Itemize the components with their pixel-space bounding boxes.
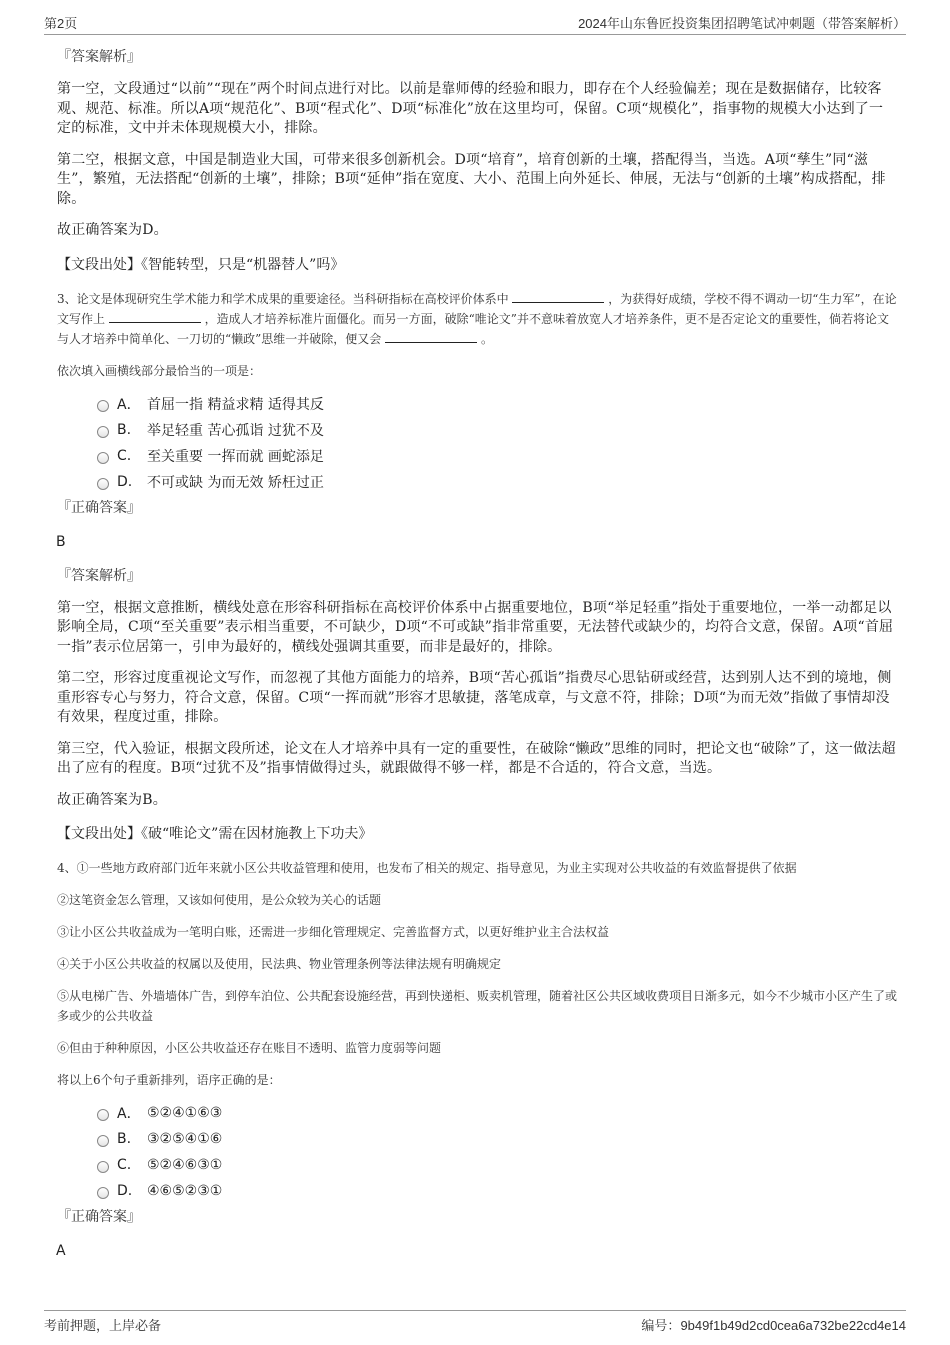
radio-button[interactable]: [97, 1109, 109, 1121]
radio-button[interactable]: [97, 1187, 109, 1199]
radio-button[interactable]: [97, 1135, 109, 1147]
footer-slogan: 考前押题，上岸必备: [44, 1318, 162, 1333]
analysis-label: 『答案解析』: [57, 49, 141, 65]
stem-text: 3、论文是体现研究生学术能力和学术成果的重要途径。当科研指标在高校评价体系中: [57, 291, 509, 306]
radio-button[interactable]: [97, 426, 109, 438]
stem-text: ，造成人才培养标准片面僵化。而另一方面，破除“唯论文”并不意味着放宽人才培养条件，更不是否定论文的重要性，倘若将论文与人才培养中简单化、一刀切的“懒政”思维一并破除，便又会: [57, 311, 889, 346]
option-text: 不可或缺 为而无效 矫枉过正: [147, 474, 324, 491]
page-content: [57, 44, 897, 1274]
option-letter: A．: [117, 396, 141, 413]
option-letter: D.: [117, 473, 133, 490]
stem-text: ，为获得好成绩，学校不得不调动一切“生力军”，在论文写作上: [57, 291, 897, 326]
analysis-paragraph: 第一空，文段通过“以前”“现在”两个时间点进行对比。以前是靠师傅的经验和眼力，即存在个人经验偏差；现在是数据储存，比较客观、规范、标准。所以A项“规范化”、B项“程式化”、D项“标准化”放在这里均可，保留。C项“规模化”，指事物的规模大小达到了一定的标准，文中并未体现规模大小，排除。: [57, 81, 884, 136]
correct-answer: A: [56, 1243, 66, 1259]
correct-answer-label: 『正确答案』: [57, 499, 141, 516]
sentence-6: ⑥但由于种种原因，小区公共收益还存在账目不透明、监管力度弱等问题: [57, 1041, 442, 1055]
question-2-analysis: [57, 46, 897, 275]
option-text: ③②⑤④①⑥: [147, 1131, 223, 1147]
analysis-label: 『答案解析』: [57, 567, 141, 584]
code-value: 9b49f1b49d2cd0cea6a732be22cd4e14: [680, 1318, 906, 1333]
correct-answer-label: 『正确答案』: [57, 1209, 141, 1225]
document-code: [641, 1315, 906, 1334]
option-list: [97, 391, 897, 495]
conclusion: 故正确答案为B。: [57, 791, 167, 808]
option-c[interactable]: [97, 443, 897, 469]
sentence-4: ④关于小区公共收益的权属以及使用，民法典、物业管理条例等法律法规有明确规定: [57, 957, 502, 971]
analysis-paragraph: 第三空，代入验证，根据文段所述，论文在人才培养中具有一定的重要性，在破除“懒政”思维的同时，把论文也“破除”了，这一做法超出了应有的程度。B项“过犹不及”指事情做得过头，就跟做得不够一样，都是不合适的，符合文意，当选。: [57, 740, 896, 776]
sentence-3: ③让小区公共收益成为一笔明白账，还需进一步细化管理规定、完善监督方式，以更好维护业主合法权益: [57, 925, 610, 939]
fill-blank-2: [109, 310, 201, 323]
option-letter: A．: [117, 1106, 141, 1122]
option-c[interactable]: [97, 1152, 897, 1178]
page-footer: [44, 1310, 906, 1337]
page-header: [44, 10, 906, 35]
option-text: 首屈一指 精益求精 适得其反: [147, 396, 324, 413]
fill-blank-1: [512, 290, 604, 303]
analysis-paragraph: 第一空，根据文意推断，横线处意在形容科研指标在高校评价体系中占据重要地位，B项“举足轻重”指处于重要地位，一举一动都足以影响全局，C项“至关重要”表示相当重要，不可缺少，D项“不可或缺”指非常重要，无法替代或缺少的，均符合文意，保留。A项“首屈一指”表示位居第一，引申为最好的，横线处强调其重要，而非是最好的，排除。: [57, 599, 894, 655]
fill-blank-3: [385, 330, 477, 343]
option-text: 举足轻重 苦心孤诣 过犹不及: [147, 422, 324, 439]
sentence-1: 4、①一些地方政府部门近年来就小区公共收益管理和使用，也发布了相关的规定、指导意见，为业主实现对公共收益的有效监督提供了依据: [57, 861, 797, 875]
option-b[interactable]: [97, 417, 897, 443]
option-letter: C.: [117, 447, 132, 464]
sentence-2: ②这笔资金怎么管理，又该如何使用，是公众较为关心的话题: [57, 893, 382, 907]
option-letter: C.: [117, 1157, 132, 1173]
option-d[interactable]: [97, 1178, 897, 1204]
passage-source: 【文段出处】《破“唯论文”需在因材施教上下功夫》: [57, 826, 373, 842]
radio-button[interactable]: [97, 452, 109, 464]
option-text: ⑤②④①⑥③: [147, 1105, 223, 1121]
question-4: [57, 858, 897, 1260]
radio-button[interactable]: [97, 400, 109, 412]
passage-source: 【文段出处】《智能转型，只是“机器替人”吗》: [57, 256, 345, 273]
analysis-paragraph: 第二空，形容过度重视论文写作，而忽视了其他方面能力的培养，B项“苦心孤诣”指费尽心思钻研或经营，达到别人达不到的境地，侧重形容专心与努力，符合文意，保留。C项“一挥而就”形容才思敏捷，落笔成章，与文意不符，排除；D项“为而无效”指做了事情却没有效果，程度过重，排除。: [57, 670, 892, 725]
option-letter: B.: [117, 1131, 132, 1147]
option-a[interactable]: [97, 1100, 897, 1126]
document-title: 2024年山东鲁匠投资集团招聘笔试冲刺题（带答案解析）: [578, 16, 906, 31]
question-stem: [57, 289, 897, 349]
question-instruction: 将以上6个句子重新排列，语序正确的是：: [57, 1073, 281, 1087]
radio-button[interactable]: [97, 478, 109, 490]
option-text: ⑤②④⑥③①: [147, 1157, 223, 1173]
option-d[interactable]: [97, 469, 897, 495]
question-instruction: 依次填入画横线部分最恰当的一项是：: [57, 363, 262, 378]
option-list: [97, 1100, 897, 1204]
conclusion: 故正确答案为D。: [57, 222, 168, 238]
stem-text: 。: [480, 331, 493, 346]
analysis-paragraph: 第二空，根据文意，中国是制造业大国，可带来很多创新机会。D项“培育”，培育创新的土壤，搭配得当，当选。A项“孳生”同“滋生”，繁殖，无法搭配“创新的土壤”，排除；B项“延伸”指在宽度、大小、范围上向外延长、伸展，无法与“创新的土壤”构成搭配，排除。: [57, 151, 886, 207]
sentence-5: ⑤从电梯广告、外墙墙体广告，到停车泊位、公共配套设施经营，再到快递柜、贩卖机管理，随着社区公共区域收费项目日渐多元，如今不少城市小区产生了或多或少的公共收益: [57, 989, 898, 1023]
option-text: ④⑥⑤②③①: [147, 1183, 223, 1199]
option-letter: D.: [117, 1183, 133, 1199]
option-letter: B.: [117, 421, 132, 438]
code-label: 编号：: [641, 1318, 681, 1333]
page-number: 第2页: [44, 16, 78, 31]
option-b[interactable]: [97, 1126, 897, 1152]
question-3: [57, 289, 897, 845]
option-a[interactable]: [97, 391, 897, 417]
option-text: 至关重要 一挥而就 画蛇添足: [147, 448, 324, 465]
correct-answer: B: [56, 533, 66, 550]
radio-button[interactable]: [97, 1161, 109, 1173]
